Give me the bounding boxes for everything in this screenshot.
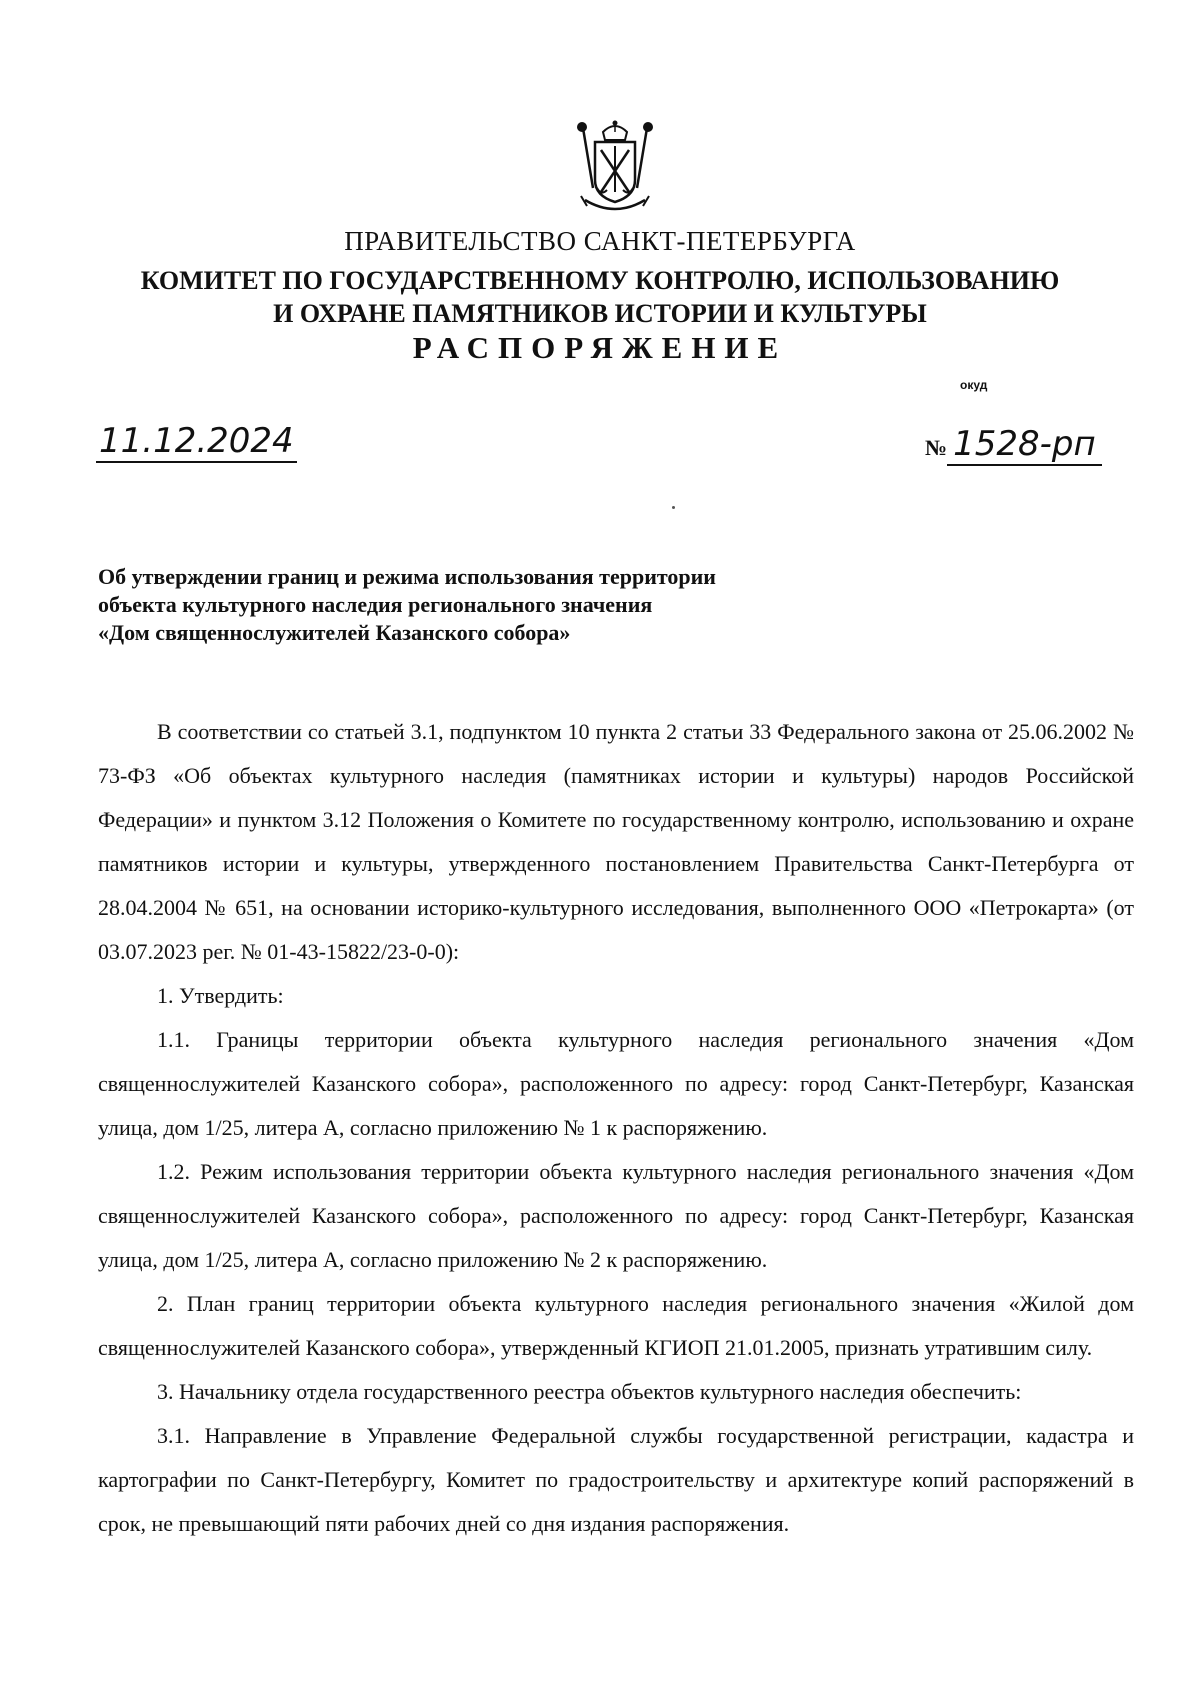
committee-title-line1: КОМИТЕТ ПО ГОСУДАРСТВЕННОМУ КОНТРОЛЮ, ИСПОЛЬЗОВАНИЮ: [140, 266, 1060, 295]
document-number: 1528-рп: [947, 424, 1102, 466]
document-type: РАСПОРЯЖЕНИЕ: [412, 330, 788, 365]
okud-label: окуд: [960, 378, 988, 392]
committee-title: [0, 264, 1200, 330]
committee-title-line2: И ОХРАНЕ ПАМЯТНИКОВ ИСТОРИИ И КУЛЬТУРЫ: [273, 299, 927, 328]
paragraph-3-1: 3.1. Направление в Управление Федеральной службы государственной регистрации, кадастра и картографии по Санкт-Петербургу, Комитет по градостроительству и архитектуре копий распоряжений в срок, не превышающий пяти рабочих дней со дня издания распоряжения.: [98, 1423, 1134, 1536]
government-title: ПРАВИТЕЛЬСТВО САНКТ-ПЕТЕРБУРГА: [344, 226, 856, 256]
number-sign: №: [925, 435, 948, 460]
coat-of-arms-icon: [571, 118, 659, 218]
scan-speck: [672, 506, 675, 509]
paragraph-1: 1. Утвердить:: [157, 983, 284, 1008]
paragraph-preamble: В соответствии со статьей 3.1, подпунктом 10 пункта 2 статьи 33 Федерального закона от 25.06.2002 № 73-ФЗ «Об объектах культурного наследия (памятниках истории и культуры) народов Российской Федерации» и пунктом 3.12 Положения о Комитете по государственному контролю, использованию и охране памятников истории и культуры, утвержденного постановлением Правительства Санкт-Петербурга от 28.04.2004 № 651, на основании историко-культурного исследования, выполненного ООО «Петрокарта» (от 03.07.2023 рег. № 01-43-15822/23-0-0):: [98, 719, 1134, 964]
paragraph-2: 2. План границ территории объекта культурного наследия регионального значения «Жилой дом священнослужителей Казанского собора», утвержденный КГИОП 21.01.2005, признать утратившим силу.: [98, 1291, 1134, 1360]
document-body: [98, 710, 1134, 1546]
document-subject: [98, 563, 858, 647]
paragraph-1-1: 1.1. Границы территории объекта культурного наследия регионального значения «Дом священнослужителей Казанского собора», расположенного по адресу: город Санкт-Петербург, Казанская улица, дом 1/25, литера А, согласно приложению № 1 к распоряжению.: [98, 1027, 1134, 1140]
paragraph-1-2: 1.2. Режим использования территории объекта культурного наследия регионального значения «Дом священнослужителей Казанского собора», расположенного по адресу: город Санкт-Петербург, Казанская улица, дом 1/25, литера А, согласно приложению № 2 к распоряжению.: [98, 1159, 1134, 1272]
subject-line2: объекта культурного наследия регионального значения: [98, 592, 653, 617]
subject-line1: Об утверждении границ и режима использования территории: [98, 564, 716, 589]
document-date: 11.12.2024: [96, 421, 297, 463]
paragraph-3: 3. Начальнику отдела государственного реестра объектов культурного наследия обеспечить:: [157, 1379, 1022, 1404]
document-number-block: [925, 424, 1102, 464]
subject-line3: «Дом священнослужителей Казанского собора»: [98, 620, 571, 645]
